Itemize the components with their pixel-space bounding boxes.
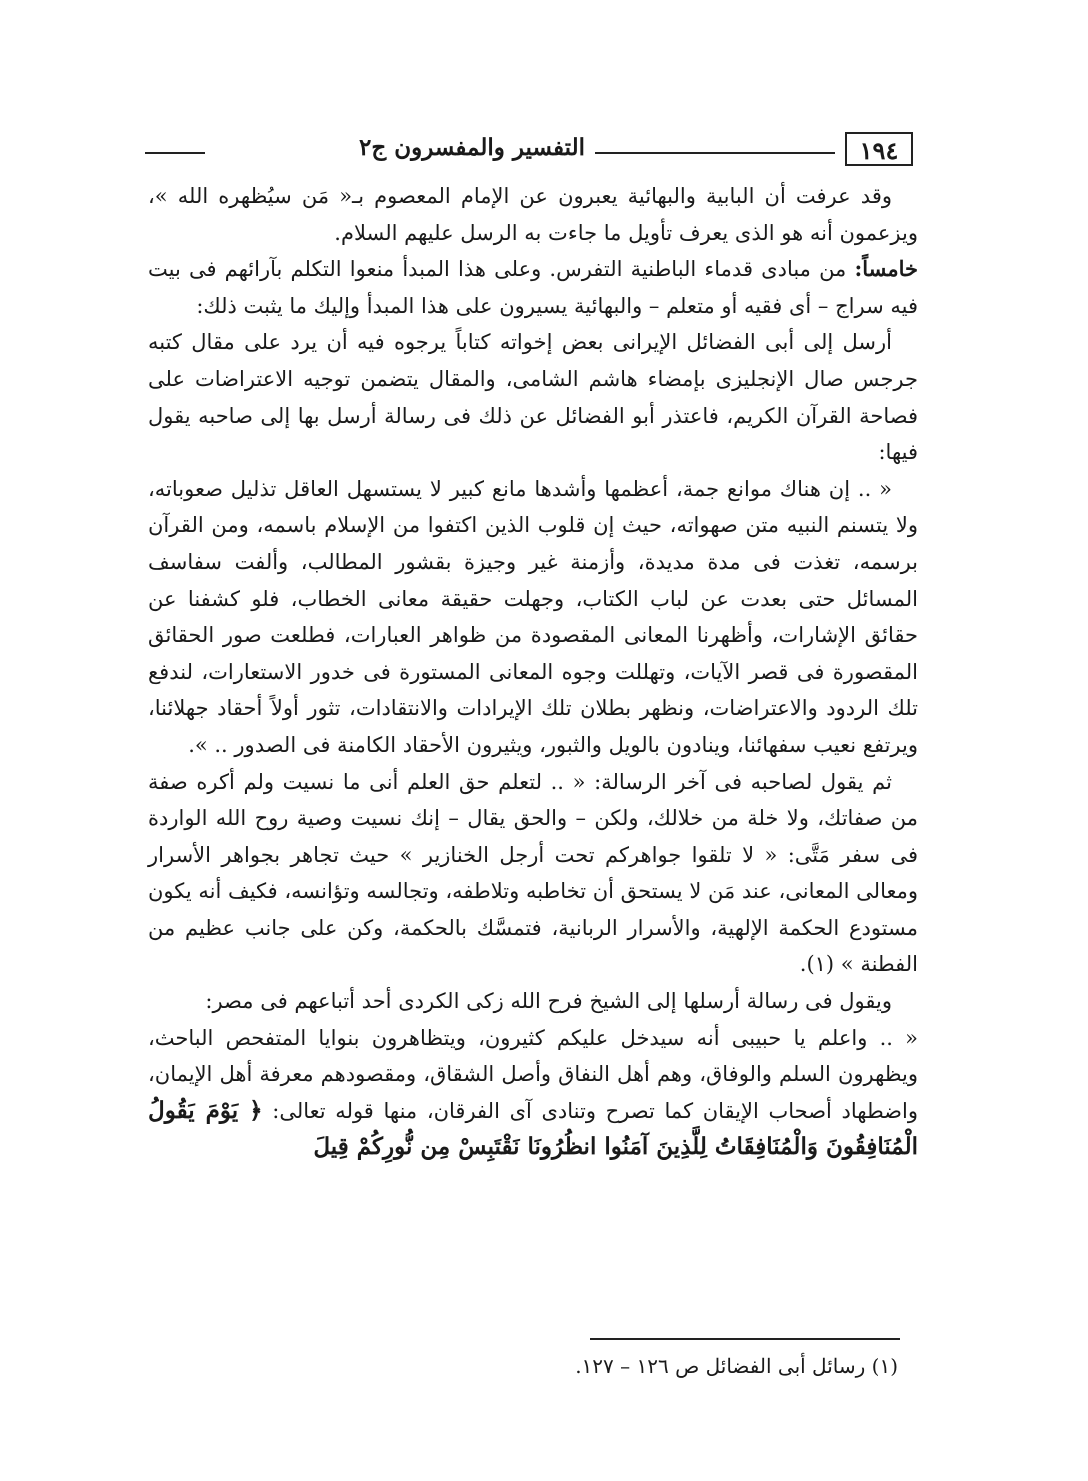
paragraph-7 <box>148 1020 918 1166</box>
paragraph-3: أرسل إلى أبى الفضائل الإيرانى بعض إخواته كتاباً يرجوه فيه أن يرد على مقال كتبه جرجس صال الإنجليزى بإمضاء هاشم الشامى، والمقال يتضمن توجيه الاعتراضات على فصاحة القرآن الكريم، فاعتذر أبو الفضائل عن ذلك فى رسالة أرسل بها إلى صاحبه يقول فيها: <box>148 330 918 465</box>
header-rule-left <box>145 152 205 154</box>
header-rule-middle <box>595 152 835 154</box>
page-number: ١٩٤ <box>845 132 913 166</box>
running-title: التفسير والمفسرون ج٢ <box>359 134 585 161</box>
paragraph-6: ويقول فى رسالة أرسلها إلى الشيخ فرح الله زكى الكردى أحد أتباعهم فى مصر: <box>205 989 892 1014</box>
paragraph-4-quote: « .. إن هناك موانع جمة، أعظمها وأشدها مانع كبير لا يستسهل العاقل تذليل صعوباته، ولا يتسنم النبيه متن صهواته، حيث إن قلوب الذين اكتفوا من الإسلام باسمه، ومن القرآن برسمه، تغذت فى مدة مديدة، وأزمنة غير وجيزة بقشور المطالب، وألفت سفاسف المسائل حتى بعدت عن لباب الكتاب، وجهلت حقيقة معانى الخطاب، فلو كشفنا عن حقائق الإشارات، وأظهرنا المعانى المقصودة من ظواهر العبارات، فطلعت صور الحقائق المقصورة فى قصر الآيات، وتهللت وجوه المعانى المستورة فى خدور الاستعارات، لندفع تلك الردود والاعتراضات، ونظهر بطلان تلك الإيرادات والانتقادات، تثور أولاً أحقاد جهلائنا، ويرتفع نعيب سفهائنا، وينادون بالويل والثبور، ويثيرون الأحقاد الكامنة فى الصدور .. ». <box>148 476 918 757</box>
footnote-divider <box>590 1338 900 1340</box>
paragraph-2 <box>148 251 918 324</box>
paragraph-1: وقد عرفت أن البابية والبهائية يعبرون عن الإمام المعصوم بـ« مَن سيُظهره الله »، ويزعمون أنه هو الذى يعرف تأويل ما جاءت به الرسل عليهم السلام. <box>148 184 918 245</box>
main-text <box>148 178 918 1166</box>
paragraph-5: ثم يقول لصاحبه فى آخر الرسالة: « .. لتعلم حق العلم أنى ما نسيت ولم أكره صفة من صفاتك، ولا خلة من خلالك، ولكن – والحق يقال – إنك نسيت وصية روح الله الواردة فى سفر مَتَّى: « لا تلقوا جواهركم تحت أرجل الخنازير » حيث تجاهر بجواهر الأسرار ومعالى المعانى، عند مَن لا يستحق أن تخاطبه وتلاطفه، وتجالسه وتؤانسه، فكيف أنه يكون مستودع الحكمة الإلهية، والأسرار الربانية، فتمسَّك بالحكمة، وكن على جانب عظيم من الفطنة » (١). <box>148 769 918 977</box>
page-header <box>145 128 920 172</box>
paragraph-2-lead: خامساً: <box>854 256 918 282</box>
paragraph-7-text: « .. واعلم يا حبيبى أنه سيدخل عليكم كثيرون، ويتظاهرون بنوايا المتفحص الباحث، ويظهرون السلم والوفاق، وهم أهل النفاق وأصل الشقاق، ومقصودهم معرفة أهل الإيمان، واضطهاد أصحاب الإيقان كما تصرح وتنادى آى الفرقان، منها قوله تعالى: <box>148 1025 918 1123</box>
paragraph-2-text: من مبادى قدماء الباطنية التفرس. وعلى هذا المبدأ منعوا التكلم بآرائهم فى بيت فيه سراج – أى فقيه أو متعلم – والبهائية يسيرون على هذا المبدأ وإليك ما يثبت ذلك: <box>148 257 918 318</box>
quran-verse: ﴿ يَوْمَ يَقُولُ الْمُنَافِقُونَ وَالْمُنَافِقَاتُ لِلَّذِينَ آمَنُوا انظُرُونَا نَقْتَبِسْ مِن نُّورِكُمْ قِيلَ <box>148 1096 918 1161</box>
footnote: (١) رسائل أبى الفضائل ص ١٢٦ – ١٢٧. <box>575 1354 898 1378</box>
